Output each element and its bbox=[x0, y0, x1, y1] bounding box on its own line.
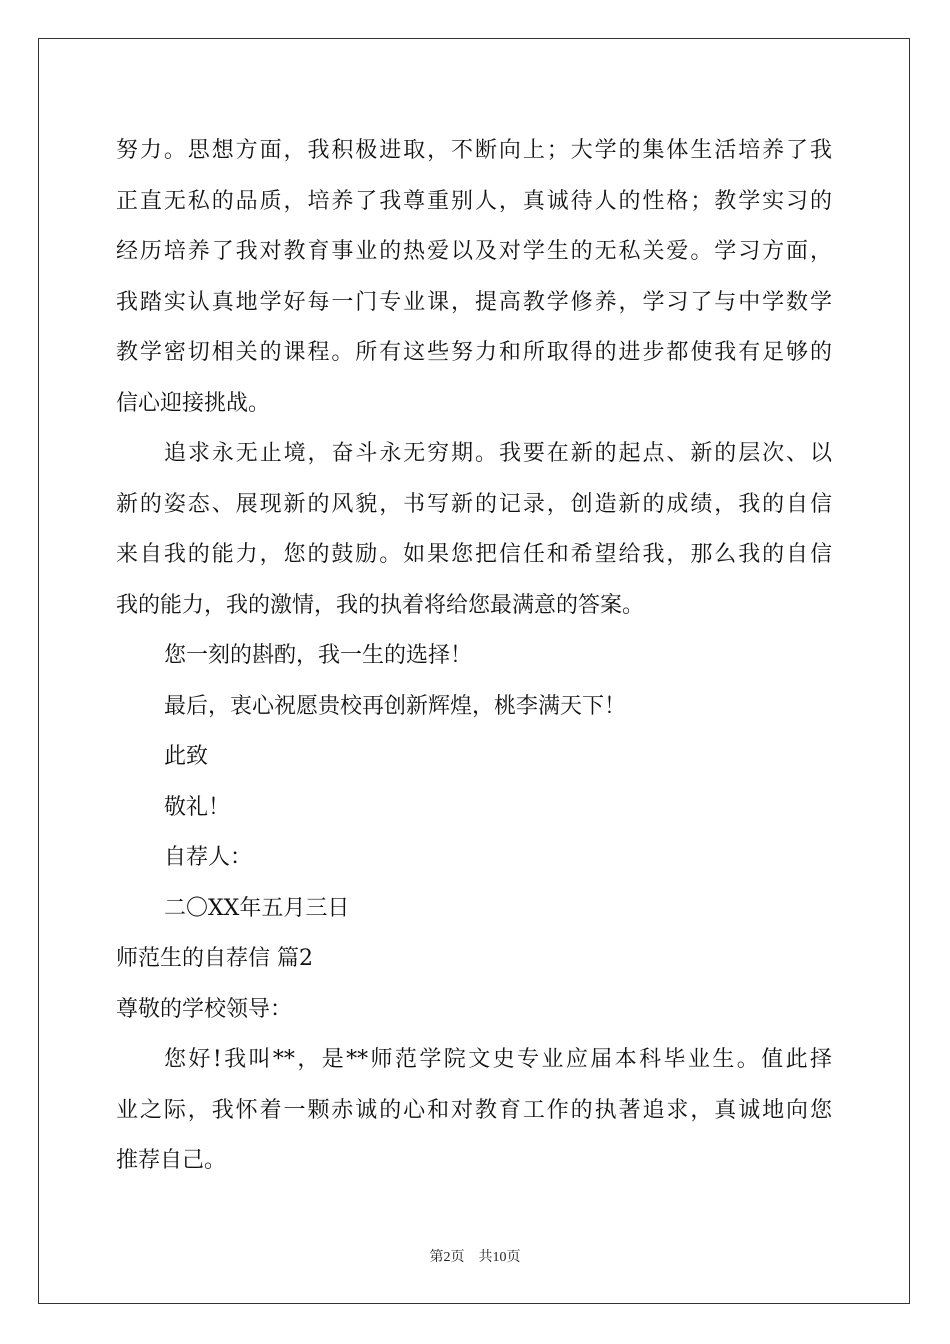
text-line: 我踏实认真地学好每一门专业课，提高教学修养，学习了与中学数学 bbox=[116, 289, 832, 315]
paragraph-first-line: 您好!我叫**，是**师范学院文史专业应届本科毕业生。值此择 bbox=[164, 1047, 832, 1072]
text-line: 教学密切相关的课程。所有这些努力和所取得的进步都使我有足够的 bbox=[116, 340, 832, 365]
letter-body bbox=[116, 126, 832, 1187]
greeting: 尊敬的学校领导： bbox=[116, 996, 293, 1022]
text-line: 经历培养了我对教育事业的热爱以及对学生的无私关爱。学习方面， bbox=[116, 239, 832, 264]
salutation-respect: 敬礼！ bbox=[164, 794, 231, 820]
section-heading: 师范生的自荐信 篇2 bbox=[116, 946, 313, 971]
text-line: 努力。思想方面，我积极进取，不断向上；大学的集体生活培养了我 bbox=[116, 138, 832, 163]
page-footer bbox=[0, 1246, 950, 1266]
text-line: 我的能力，我的激情，我的执着将给您最满意的答案。 bbox=[116, 592, 645, 618]
signature-label: 自荐人： bbox=[164, 845, 253, 870]
closing-line: 您一刻的斟酌，我一生的选择！ bbox=[164, 643, 473, 668]
page-total: 共10页 bbox=[478, 1250, 521, 1265]
paragraph-first-line: 追求永无止境，奋斗永无穷期。我要在新的起点、新的层次、以 bbox=[164, 441, 832, 466]
text-line: 新的姿态、展现新的风貌，书写新的记录，创造新的成绩，我的自信 bbox=[116, 491, 832, 517]
letter-date: 二〇XX年五月三日 bbox=[164, 895, 350, 921]
text-line: 正直无私的品质，培养了我尊重别人，真诚待人的性格；教学实习的 bbox=[116, 188, 832, 214]
text-line: 推荐自己。 bbox=[116, 1148, 227, 1173]
page-number: 第2页 bbox=[429, 1250, 465, 1265]
closing-wish: 最后，衷心祝愿贵校再创新辉煌，桃李满天下！ bbox=[164, 693, 627, 719]
text-line: 来自我的能力，您的鼓励。如果您把信任和希望给我，那么我的自信 bbox=[116, 542, 832, 567]
text-line: 信心迎接挑战。 bbox=[116, 390, 271, 416]
text-line: 业之际，我怀着一颗赤诚的心和对教育工作的执著追求，真诚地向您 bbox=[116, 1097, 832, 1123]
salutation-close: 此致 bbox=[164, 744, 209, 769]
